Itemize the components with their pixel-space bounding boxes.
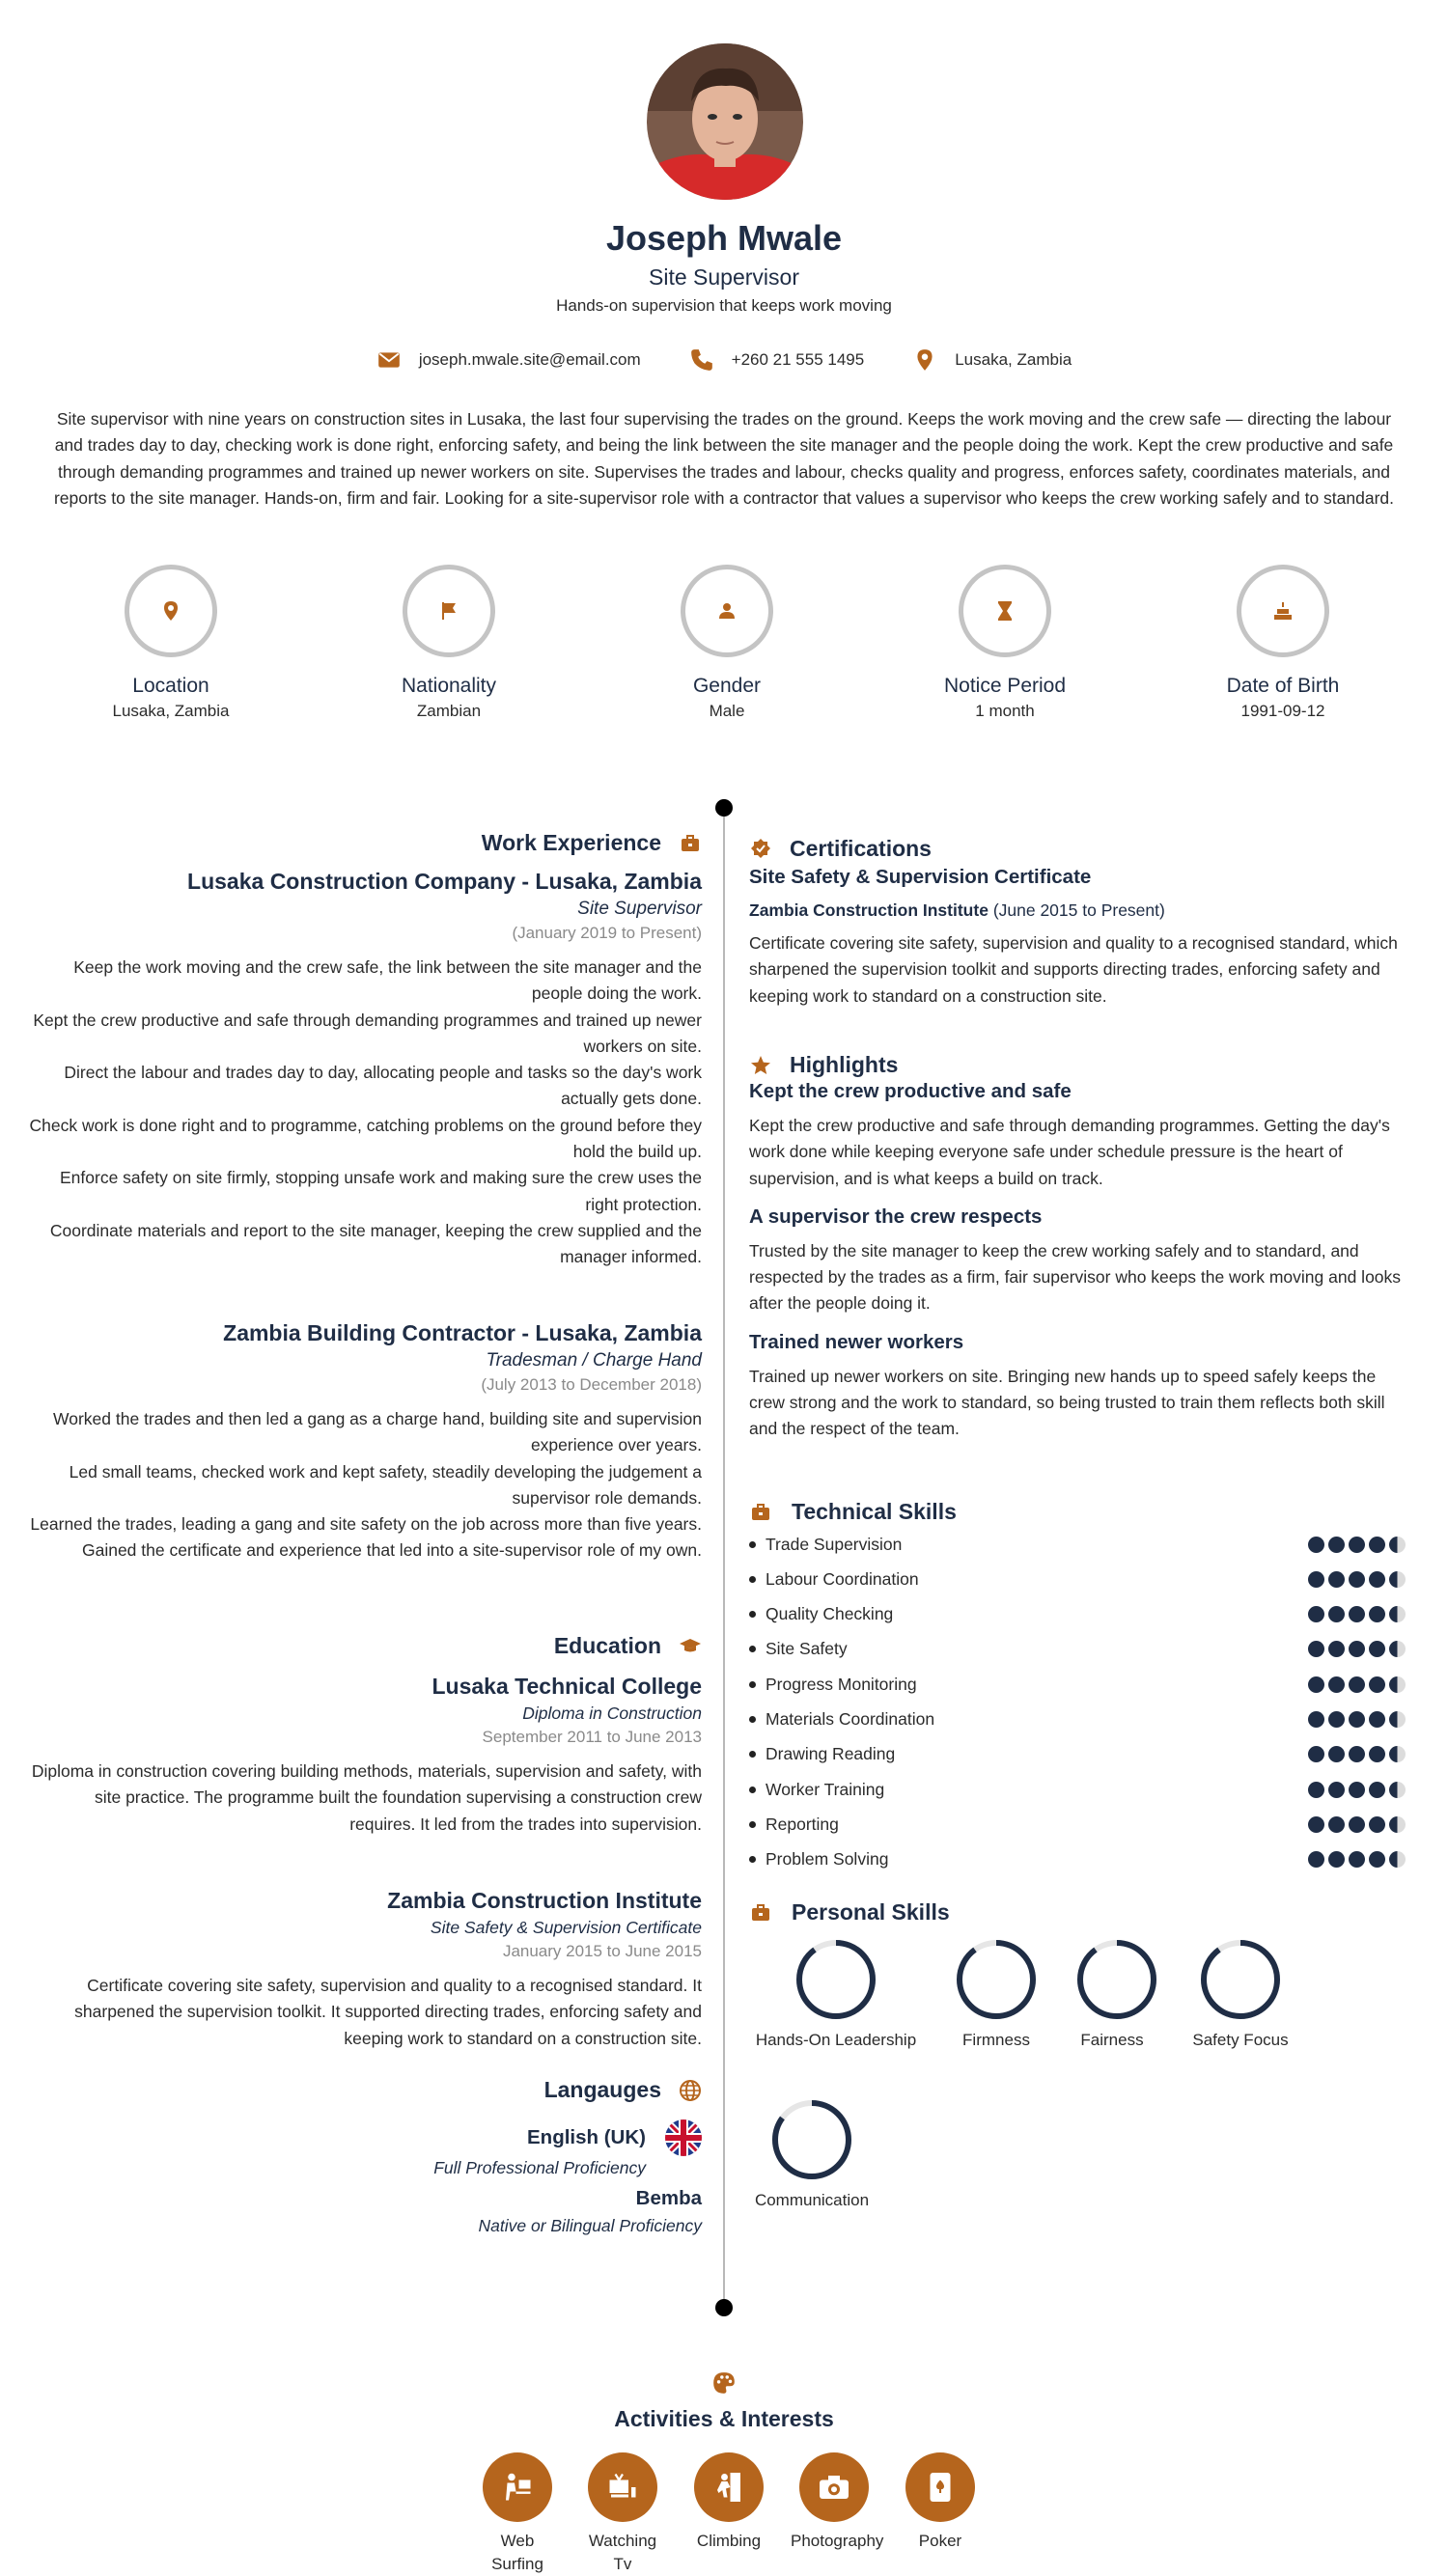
info-label: Date of Birth [1226, 675, 1340, 697]
skill-name: Materials Coordination [766, 1709, 935, 1729]
technical-skill-row [749, 1632, 1406, 1667]
profile-summary: Site supervisor with nine years on construction sites in Lusaka, the last four supervising the trades on the ground. Keeps the work moving and the crew safe — directing the labour and trades day to day, checking work is done right, enforcing safety, and being the link between the site manager and the people doing the work. Kept the crew productive and safe through demanding programmes and trained up newer workers on site. Supervises the trades and labour, checks quality and progress, enforces safety, coordinates materials, and reports to the site manager. Hands-on, firm and fair. Looking for a site-supervisor role with a contractor that values a supervisor who keeps the crew working safely and to standard. [53, 409, 1395, 508]
skill-progress-ring [1073, 1936, 1160, 2023]
bullet [749, 1856, 756, 1863]
info-value: Zambian [416, 702, 482, 720]
activity-poker [897, 2452, 984, 2553]
skill-name: Site Safety [766, 1639, 848, 1659]
language-entry [479, 2187, 703, 2236]
rating-dot [1308, 1537, 1324, 1553]
skill-rating [1308, 1571, 1406, 1588]
highlights-section [749, 1052, 1406, 1443]
certification-title: Site Safety & Supervision Certificate [749, 866, 1092, 888]
rating-dot [1349, 1851, 1365, 1868]
rating-dot [1328, 1816, 1345, 1833]
briefcase-icon [679, 832, 702, 855]
education-entry [26, 1674, 702, 1838]
rating-dot [1308, 1571, 1324, 1588]
job-entry [26, 869, 702, 1271]
skill-name: Progress Monitoring [766, 1674, 917, 1694]
job-dates: (July 2013 to December 2018) [481, 1375, 702, 1394]
uk-flag-icon [665, 2119, 702, 2156]
language-entry [433, 2119, 702, 2178]
info-label: Nationality [401, 675, 497, 697]
skill-name: Quality Checking [766, 1604, 894, 1624]
rating-dot [1369, 1782, 1385, 1798]
highlight-text: Trained up newer workers on site. Bringing new hands up to speed safely keeps the crew strong and the work to standard, so being trusted to train them reflects both skill and the respect of the team. [749, 1366, 1385, 1439]
rating-dot [1328, 1711, 1345, 1728]
contact-phone[interactable] [689, 347, 865, 373]
skill-name: Worker Training [766, 1779, 885, 1799]
skill-name: Fairness [1080, 2031, 1144, 2049]
contact-email[interactable] [376, 347, 641, 373]
rating-dot [1389, 1782, 1406, 1798]
activity-label: Photography [791, 2532, 884, 2550]
languages-heading [544, 2077, 702, 2103]
technical-skill-row [749, 1667, 1406, 1702]
certification-dates: (June 2015 to Present) [992, 900, 1165, 920]
rating-dot [1369, 1606, 1385, 1622]
skill-progress-ring [1197, 1936, 1284, 2023]
star-icon [749, 1054, 772, 1077]
job-bullet: Keep the work moving and the crew safe, the link between the site manager and the people doing the work. [73, 957, 702, 1004]
activity-label: Climbing [696, 2532, 762, 2550]
info-value: 1 month [975, 702, 1035, 720]
skill-name: Trade Supervision [766, 1534, 903, 1554]
section-title: Certifications [790, 836, 932, 861]
personal-skills-heading [749, 1899, 1406, 1925]
job-bullet: Learned the trades, leading a gang and site safety on the job across more than five years. [30, 1514, 702, 1535]
info-value: 1991-09-12 [1240, 702, 1325, 720]
technical-skill-row [749, 1772, 1406, 1807]
job-bullet: Check work is done right and to programme, catching problems on the ground before they hold the build up. [29, 1115, 702, 1162]
skill-rating [1308, 1851, 1406, 1868]
timeline-dot-bottom [715, 2299, 733, 2316]
education-degree: Site Safety & Supervision Certificate [430, 1918, 702, 1937]
bullet [749, 1821, 756, 1828]
palette-icon [711, 2370, 737, 2396]
technical-skill-row [749, 1703, 1406, 1737]
skill-rating [1308, 1782, 1406, 1798]
rating-dot [1308, 1711, 1324, 1728]
job-entry [26, 1320, 702, 1565]
rating-dot [1328, 1851, 1345, 1868]
highlight-title: A supervisor the crew respects [749, 1205, 1043, 1228]
skill-name: Reporting [766, 1814, 839, 1834]
job-title: Site Supervisor [649, 264, 799, 290]
education-school: Zambia Construction Institute [387, 1888, 702, 1913]
activity-label: Web Surfing [491, 2532, 543, 2573]
rating-dot [1389, 1571, 1406, 1588]
skill-rating [1308, 1816, 1406, 1833]
hourglass-icon [993, 599, 1016, 623]
education-dates: January 2015 to June 2015 [502, 1942, 702, 1960]
climbing-icon [711, 2470, 746, 2505]
rating-dot [1389, 1711, 1406, 1728]
job-bullet: Led small teams, checked work and kept safety, steadily developing the judgement a supervisor role demands. [69, 1461, 702, 1508]
skill-progress-ring [768, 2096, 855, 2183]
section-title: Education [553, 1633, 661, 1658]
technical-skill-row [749, 1562, 1406, 1596]
skill-rating [1308, 1676, 1406, 1693]
rating-dot [1389, 1676, 1406, 1693]
certificate-badge-icon [749, 838, 772, 861]
rating-dot [1328, 1571, 1345, 1588]
bullet [749, 1716, 756, 1723]
info-date-of-birth [1186, 565, 1379, 721]
rating-dot [1308, 1851, 1324, 1868]
rating-dot [1369, 1711, 1385, 1728]
skill-name: Hands-On Leadership [755, 2031, 917, 2049]
flag-icon [437, 599, 460, 623]
highlight-text: Trusted by the site manager to keep the crew working safely and to standard, and respected by the trades as a firm, fair supervisor who keeps the work moving and looks after the people doing it. [749, 1240, 1402, 1314]
ring-fill [799, 1943, 873, 2016]
job-bullet: Coordinate materials and report to the site manager, keeping the crew supplied and the manager informed. [49, 1220, 702, 1267]
work-experience-heading [482, 830, 702, 856]
tv-icon [605, 2470, 640, 2505]
rating-dot [1308, 1782, 1324, 1798]
education-heading [554, 1633, 702, 1659]
rating-dot [1349, 1782, 1365, 1798]
activity-climbing [685, 2452, 772, 2553]
rating-dot [1328, 1641, 1345, 1657]
skill-name: Problem Solving [766, 1849, 889, 1870]
certification-issuer: Zambia Construction Institute [749, 900, 989, 920]
education-dates: September 2011 to June 2013 [482, 1728, 702, 1746]
graduation-cap-icon [679, 1635, 702, 1658]
email-text[interactable]: joseph.mwale.site@email.com [418, 350, 641, 369]
phone-text[interactable]: +260 21 555 1495 [731, 350, 865, 369]
skill-rating [1308, 1746, 1406, 1762]
education-description: Diploma in construction covering building methods, materials, supervision and safety, with site practice. The programme built the foundation supervising a construction crew requires. It led from the trades into supervision. [31, 1761, 702, 1834]
contact-location [912, 347, 1072, 373]
certification-description: Certificate covering site safety, supervision and quality to a recognised standard, which sharpened the supervision toolkit and supports directing trades, enforcing safety and keeping work to standard on a construction site. [749, 933, 1398, 1006]
technical-skill-row [749, 1807, 1406, 1842]
skill-rating [1308, 1711, 1406, 1728]
rating-dot [1369, 1816, 1385, 1833]
skill-rating [1308, 1537, 1406, 1553]
rating-dot [1308, 1676, 1324, 1693]
technical-skill-row [749, 1597, 1406, 1632]
rating-dot [1369, 1537, 1385, 1553]
rating-dot [1328, 1537, 1345, 1553]
skill-progress-ring [793, 1936, 879, 2023]
technical-skills-heading [749, 1499, 1406, 1525]
info-label: Gender [692, 675, 762, 697]
rating-dot [1349, 1571, 1365, 1588]
camera-icon [817, 2470, 851, 2505]
highlight-text: Kept the crew productive and safe through demanding programmes. Getting the day's work done while keeping everyone safe under schedule pressure is the heart of supervision, and is what keeps a build on track. [749, 1116, 1390, 1188]
section-title: Technical Skills [792, 1499, 957, 1524]
section-title: Highlights [790, 1052, 899, 1077]
rating-dot [1308, 1606, 1324, 1622]
highlight-title: Trained newer workers [749, 1330, 964, 1353]
info-label: Location [132, 675, 209, 697]
bullet [749, 1611, 756, 1618]
rating-dot [1308, 1641, 1324, 1657]
rating-dot [1328, 1746, 1345, 1762]
rating-dot [1389, 1537, 1406, 1553]
rating-dot [1369, 1676, 1385, 1693]
rating-dot [1369, 1641, 1385, 1657]
job-role: Site Supervisor [577, 899, 702, 919]
avatar [647, 43, 803, 200]
skill-rating [1308, 1641, 1406, 1657]
rating-dot [1349, 1537, 1365, 1553]
rating-dot [1389, 1746, 1406, 1762]
activity-watching-tv [579, 2452, 666, 2576]
rating-dot [1369, 1746, 1385, 1762]
info-nationality [352, 565, 545, 721]
skill-name: Communication [754, 2191, 870, 2209]
job-bullet: Enforce safety on site firmly, stopping unsafe work and making sure the crew uses the right protection. [60, 1168, 702, 1214]
section-title: Work Experience [481, 830, 661, 855]
activities-section [0, 2370, 1448, 2432]
personal-skill [1187, 1936, 1294, 2050]
ring-fill [960, 1943, 1033, 2016]
info-value: Lusaka, Zambia [112, 702, 230, 720]
rating-dot [1328, 1606, 1345, 1622]
job-bullet: Kept the crew productive and safe through demanding programmes and trained up newer workers on site. [33, 1010, 702, 1056]
bullet [749, 1576, 756, 1583]
language-level: Full Professional Proficiency [433, 2158, 646, 2177]
skill-name: Safety Focus [1192, 2031, 1289, 2049]
rating-dot [1308, 1816, 1324, 1833]
section-title: Activities & Interests [614, 2406, 834, 2431]
phone-icon [689, 347, 714, 373]
activity-photography [791, 2452, 884, 2553]
rating-dot [1369, 1571, 1385, 1588]
contact-bar [0, 347, 1448, 373]
rating-dot [1349, 1606, 1365, 1622]
location-pin-icon [159, 599, 182, 623]
skill-name: Firmness [962, 2031, 1030, 2049]
timeline-dot-top [715, 799, 733, 817]
rating-dot [1328, 1676, 1345, 1693]
rating-dot [1349, 1816, 1365, 1833]
bullet [749, 1787, 756, 1793]
personal-skill [1073, 1936, 1151, 2050]
technical-skill-row [749, 1527, 1406, 1562]
language-name: Bemba [635, 2187, 702, 2209]
rating-dot [1349, 1641, 1365, 1657]
bullet [749, 1541, 756, 1548]
bullet [749, 1681, 756, 1688]
section-title: Langauges [543, 2077, 661, 2102]
envelope-icon [376, 347, 402, 373]
language-name: English (UK) [527, 2126, 646, 2148]
rating-dot [1389, 1606, 1406, 1622]
education-school: Lusaka Technical College [432, 1674, 702, 1699]
briefcase-icon [749, 1501, 772, 1524]
timeline-line [723, 807, 725, 2309]
rating-dot [1389, 1851, 1406, 1868]
job-dates: (January 2019 to Present) [512, 924, 702, 942]
birthday-cake-icon [1271, 599, 1295, 623]
ring-fill [1204, 1943, 1277, 2016]
job-company: Lusaka Construction Company - Lusaka, Zambia [187, 869, 702, 894]
bullet [749, 1646, 756, 1652]
job-role: Tradesman / Charge Hand [486, 1350, 702, 1371]
bullet [749, 1751, 756, 1758]
job-bullet: Worked the trades and then led a gang as a charge hand, building site and supervision experience over years. [53, 1409, 702, 1455]
ring-fill [1080, 1943, 1154, 2016]
globe-icon [679, 2079, 702, 2102]
rating-dot [1369, 1851, 1385, 1868]
education-degree: Diploma in Construction [522, 1703, 702, 1723]
personal-skill [749, 2096, 875, 2210]
technical-skill-row [749, 1842, 1406, 1877]
skill-name: Labour Coordination [766, 1568, 919, 1589]
info-location [74, 565, 267, 721]
rating-dot [1349, 1676, 1365, 1693]
candidate-name: Joseph Mwale [605, 218, 843, 258]
rating-dot [1389, 1816, 1406, 1833]
education-entry [26, 1888, 702, 2052]
job-company: Zambia Building Contractor - Lusaka, Zambia [223, 1320, 702, 1345]
skill-name: Drawing Reading [766, 1744, 896, 1764]
activity-web-surfing [474, 2452, 561, 2576]
personal-skill [943, 1936, 1049, 2050]
briefcase-icon [749, 1901, 772, 1925]
location-pin-icon [912, 347, 937, 373]
education-description: Certificate covering site safety, supervision and quality to a recognised standard. It sharpened the supervision toolkit. It supported directing trades, enforcing safety and keeping work to standard on a construction site. [74, 1976, 702, 2048]
rating-dot [1308, 1746, 1324, 1762]
language-level: Native or Bilingual Proficiency [478, 2216, 702, 2235]
personal-skill [749, 1936, 923, 2050]
technical-skill-row [749, 1737, 1406, 1772]
info-value: Male [709, 702, 745, 720]
info-gender [630, 565, 823, 721]
certifications-section [749, 836, 1406, 1010]
section-title: Personal Skills [792, 1899, 950, 1925]
job-bullet: Direct the labour and trades day to day, allocating people and tasks so the day's work actually gets done. [64, 1063, 702, 1109]
rating-dot [1349, 1711, 1365, 1728]
info-notice-period [908, 565, 1101, 721]
location-text: Lusaka, Zambia [955, 350, 1072, 369]
person-icon [715, 599, 738, 623]
rating-dot [1349, 1746, 1365, 1762]
skill-progress-ring [953, 1936, 1040, 2023]
rating-dot [1389, 1641, 1406, 1657]
skill-rating [1308, 1606, 1406, 1622]
tagline: Hands-on supervision that keeps work moving [556, 296, 892, 315]
activity-label: Watching Tv [588, 2532, 657, 2573]
rating-dot [1328, 1782, 1345, 1798]
computer-user-icon [500, 2470, 535, 2505]
job-bullet: Gained the certificate and experience that led into a site-supervisor role of my own. [81, 1540, 702, 1561]
activity-label: Poker [918, 2532, 962, 2550]
info-label: Notice Period [943, 675, 1067, 697]
highlight-title: Kept the crew productive and safe [749, 1080, 1072, 1102]
playing-card-icon [923, 2470, 958, 2505]
